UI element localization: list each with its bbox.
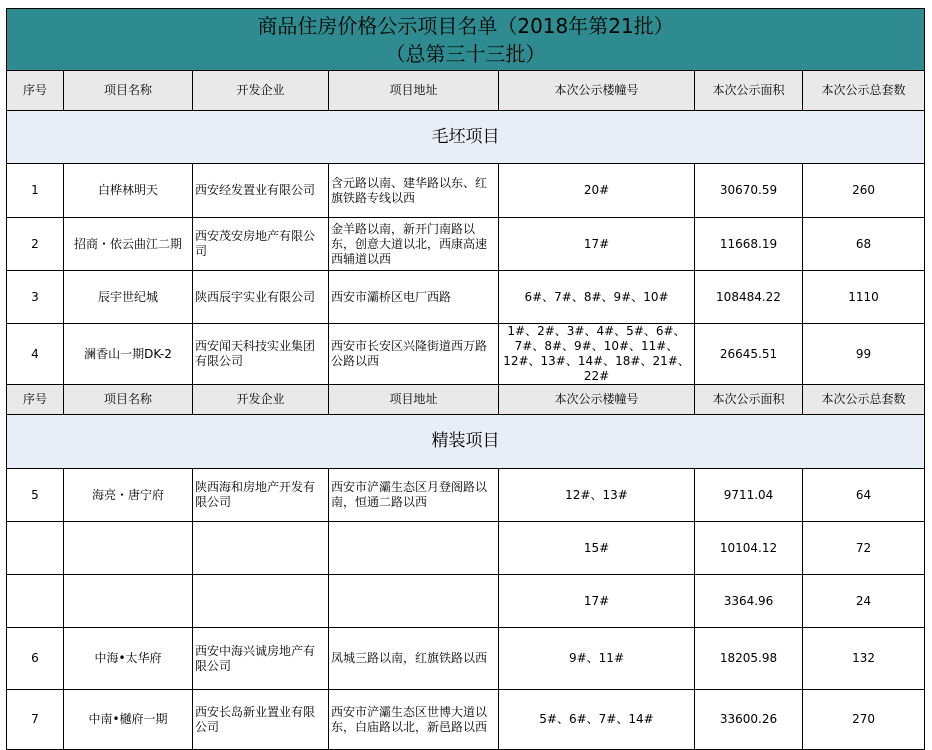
cell-developer[interactable] xyxy=(193,522,329,575)
header-cell[interactable]: 本次公示总套数 xyxy=(803,385,925,415)
cell-developer[interactable] xyxy=(193,575,329,628)
title-line-2: （总第三十三批） xyxy=(385,41,546,66)
cell-units[interactable]: 260 xyxy=(803,164,925,218)
section-row xyxy=(7,415,925,469)
cell-area[interactable]: 30670.59 xyxy=(695,164,803,218)
cell-buildings[interactable]: 15# xyxy=(499,522,695,575)
cell-name[interactable]: 中海•太华府 xyxy=(64,628,193,690)
table-row xyxy=(7,575,925,628)
cell-no[interactable] xyxy=(7,575,64,628)
cell-units[interactable]: 99 xyxy=(803,324,925,385)
header-cell[interactable]: 开发企业 xyxy=(193,71,329,111)
title-line-1: 商品住房价格公示项目名单（2018年第21批） xyxy=(257,13,674,38)
cell-address[interactable]: 含元路以南、建华路以东、红旗铁路专线以西 xyxy=(329,164,499,218)
cell-no[interactable]: 1 xyxy=(7,164,64,218)
header-row xyxy=(7,385,925,415)
header-cell[interactable]: 项目名称 xyxy=(64,385,193,415)
header-row xyxy=(7,71,925,111)
header-cell[interactable]: 项目地址 xyxy=(329,385,499,415)
header-cell[interactable]: 项目名称 xyxy=(64,71,193,111)
cell-buildings[interactable]: 1#、2#、3#、4#、5#、6#、7#、8#、9#、10#、11#、12#、13#、14#、18#、21#、22# xyxy=(499,324,695,385)
cell-address[interactable] xyxy=(329,575,499,628)
cell-address[interactable] xyxy=(329,522,499,575)
cell-units[interactable]: 72 xyxy=(803,522,925,575)
cell-area[interactable]: 26645.51 xyxy=(695,324,803,385)
section-label[interactable]: 精装项目 xyxy=(7,415,925,469)
table-row xyxy=(7,271,925,324)
cell-buildings[interactable]: 5#、6#、7#、14# xyxy=(499,690,695,750)
cell-buildings[interactable]: 9#、11# xyxy=(499,628,695,690)
section-label[interactable]: 毛坯项目 xyxy=(7,111,925,164)
cell-area[interactable]: 33600.26 xyxy=(695,690,803,750)
cell-no[interactable] xyxy=(7,522,64,575)
cell-no[interactable]: 3 xyxy=(7,271,64,324)
header-cell[interactable]: 项目地址 xyxy=(329,71,499,111)
header-cell[interactable]: 本次公示面积 xyxy=(695,385,803,415)
cell-name[interactable]: 中南•樾府一期 xyxy=(64,690,193,750)
cell-units[interactable]: 64 xyxy=(803,469,925,522)
cell-developer[interactable]: 西安经发置业有限公司 xyxy=(193,164,329,218)
cell-name[interactable] xyxy=(64,575,193,628)
table-row xyxy=(7,218,925,271)
cell-address[interactable]: 凤城三路以南，红旗铁路以西 xyxy=(329,628,499,690)
cell-no[interactable]: 6 xyxy=(7,628,64,690)
title-cell[interactable] xyxy=(7,9,925,71)
header-cell[interactable]: 序号 xyxy=(7,71,64,111)
cell-units[interactable]: 1110 xyxy=(803,271,925,324)
cell-units[interactable]: 132 xyxy=(803,628,925,690)
table-row xyxy=(7,164,925,218)
cell-buildings[interactable]: 17# xyxy=(499,218,695,271)
table-row xyxy=(7,690,925,750)
cell-units[interactable]: 270 xyxy=(803,690,925,750)
cell-area[interactable]: 10104.12 xyxy=(695,522,803,575)
cell-area[interactable]: 18205.98 xyxy=(695,628,803,690)
cell-address[interactable]: 西安市灞桥区电厂西路 xyxy=(329,271,499,324)
cell-developer[interactable]: 西安茂安房地产有限公司 xyxy=(193,218,329,271)
cell-name[interactable]: 海亮・唐宁府 xyxy=(64,469,193,522)
cell-no[interactable]: 5 xyxy=(7,469,64,522)
header-cell[interactable]: 本次公示总套数 xyxy=(803,71,925,111)
cell-area[interactable]: 3364.96 xyxy=(695,575,803,628)
cell-area[interactable]: 108484.22 xyxy=(695,271,803,324)
header-cell[interactable]: 本次公示楼幢号 xyxy=(499,385,695,415)
cell-address[interactable]: 西安市浐灞生态区月登阁路以南，恒通二路以西 xyxy=(329,469,499,522)
cell-developer[interactable]: 陕西海和房地产开发有限公司 xyxy=(193,469,329,522)
header-cell[interactable]: 序号 xyxy=(7,385,64,415)
table-row xyxy=(7,522,925,575)
cell-developer[interactable]: 西安长岛新业置业有限公司 xyxy=(193,690,329,750)
cell-area[interactable]: 9711.04 xyxy=(695,469,803,522)
cell-buildings[interactable]: 17# xyxy=(499,575,695,628)
cell-buildings[interactable]: 6#、7#、8#、9#、10# xyxy=(499,271,695,324)
header-cell[interactable]: 本次公示楼幢号 xyxy=(499,71,695,111)
cell-developer[interactable]: 陕西辰宇实业有限公司 xyxy=(193,271,329,324)
section-row xyxy=(7,111,925,164)
cell-name[interactable]: 辰宇世纪城 xyxy=(64,271,193,324)
cell-units[interactable]: 24 xyxy=(803,575,925,628)
cell-name[interactable]: 澜香山一期DK-2 xyxy=(64,324,193,385)
price-list-table xyxy=(6,8,925,750)
cell-units[interactable]: 68 xyxy=(803,218,925,271)
cell-no[interactable]: 4 xyxy=(7,324,64,385)
price-list-sheet xyxy=(6,8,924,750)
cell-no[interactable]: 7 xyxy=(7,690,64,750)
cell-no[interactable]: 2 xyxy=(7,218,64,271)
cell-buildings[interactable]: 12#、13# xyxy=(499,469,695,522)
title-row xyxy=(7,9,925,71)
cell-developer[interactable]: 西安闻天科技实业集团有限公司 xyxy=(193,324,329,385)
cell-developer[interactable]: 西安中海兴诚房地产有限公司 xyxy=(193,628,329,690)
cell-address[interactable]: 金羊路以南，新开门南路以东，创意大道以北，西康高速西辅道以西 xyxy=(329,218,499,271)
cell-buildings[interactable]: 20# xyxy=(499,164,695,218)
table-row xyxy=(7,469,925,522)
table-row xyxy=(7,324,925,385)
header-cell[interactable]: 本次公示面积 xyxy=(695,71,803,111)
cell-name[interactable]: 招商・依云曲江二期 xyxy=(64,218,193,271)
cell-name[interactable] xyxy=(64,522,193,575)
table-row xyxy=(7,628,925,690)
cell-area[interactable]: 11668.19 xyxy=(695,218,803,271)
cell-name[interactable]: 白桦林明天 xyxy=(64,164,193,218)
cell-address[interactable]: 西安市浐灞生态区世博大道以东，白庙路以北，新邑路以西 xyxy=(329,690,499,750)
header-cell[interactable]: 开发企业 xyxy=(193,385,329,415)
cell-address[interactable]: 西安市长安区兴隆街道西万路公路以西 xyxy=(329,324,499,385)
